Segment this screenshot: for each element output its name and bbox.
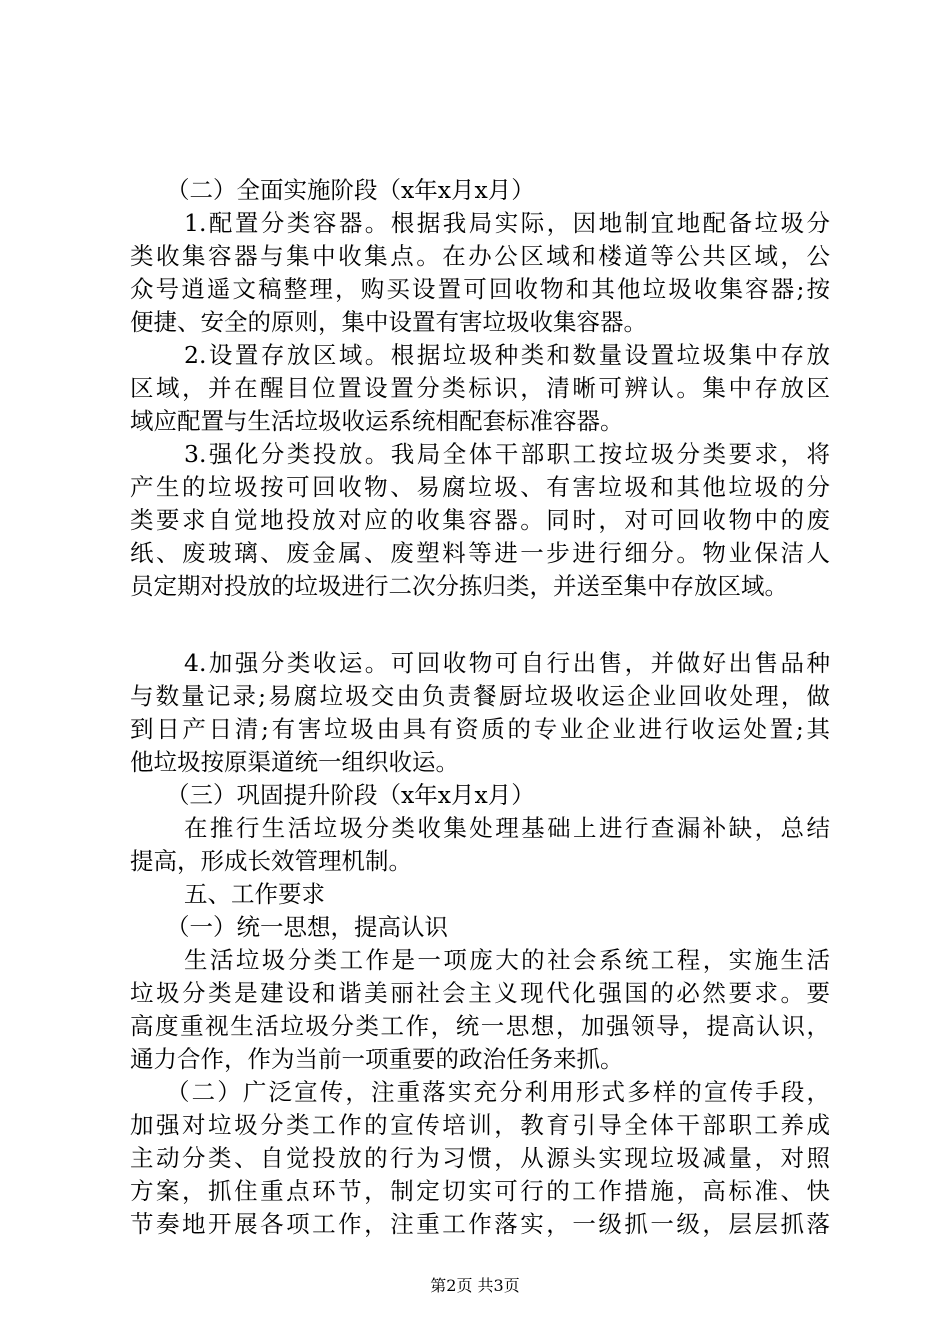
paragraph-line: 生活垃圾分类工作是一项庞大的社会系统工程，实施生活 <box>184 946 830 974</box>
section-heading: 五、工作要求 <box>184 880 325 908</box>
paragraph-line: 节奏地开展各项工作，注重工作落实，一级抓一级，层层抓落 <box>130 1210 830 1238</box>
paragraph-line: 员定期对投放的垃圾进行二次分拣归类，并送至集中存放区域。 <box>130 572 788 600</box>
paragraph-line: 到日产日清;有害垃圾由具有资质的专业企业进行收运处置;其 <box>130 715 830 743</box>
paragraph-line: 与数量记录;易腐垃圾交由负责餐厨垃圾收运企业回收处理，做 <box>130 682 830 710</box>
section-heading: （三）巩固提升阶段（x年x月x月） <box>166 781 535 809</box>
document-body <box>130 174 830 1241</box>
paragraph-line: 域应配置与生活垃圾收运系统相配套标准容器。 <box>130 407 624 435</box>
paragraph-line: 他垃圾按原渠道统一组织收运。 <box>130 748 459 776</box>
section-heading: （二）全面实施阶段（x年x月x月） <box>166 176 535 204</box>
paragraph-line: 高度重视生活垃圾分类工作，统一思想，加强领导，提高认识， <box>130 1012 830 1040</box>
paragraph-line: 便捷、安全的原则，集中设置有害垃圾收集容器。 <box>130 308 647 336</box>
paragraph-line: （二）广泛宣传，注重落实充分利用形式多样的宣传手段， <box>166 1078 830 1106</box>
paragraph-line: 类要求自觉地投放对应的收集容器。同时，对可回收物中的废 <box>130 506 830 534</box>
paragraph-line: 主动分类、自觉投放的行为习惯，从源头实现垃圾减量，对照 <box>130 1144 830 1172</box>
paragraph-line: 区域，并在醒目位置设置分类标识，清晰可辨认。集中存放区 <box>130 374 830 402</box>
page-number-footer: 第2页 共3页 <box>430 1276 520 1295</box>
paragraph-line: 众号逍遥文稿整理，购买设置可回收物和其他垃圾收集容器;按 <box>130 275 830 303</box>
paragraph-line: 类收集容器与集中收集点。在办公区域和楼道等公共区域，公 <box>130 242 830 270</box>
section-heading: （一）统一思想，提高认识 <box>166 913 448 941</box>
paragraph-line: 纸、废玻璃、废金属、废塑料等进一步进行细分。物业保洁人 <box>130 539 830 567</box>
paragraph-line: 通力合作，作为当前一项重要的政治任务来抓。 <box>130 1045 624 1073</box>
paragraph-line: 4.加强分类收运。可回收物可自行出售，并做好出售品种 <box>184 649 830 677</box>
paragraph-line: 提高，形成长效管理机制。 <box>130 847 412 875</box>
paragraph-line: 产生的垃圾按可回收物、易腐垃圾、有害垃圾和其他垃圾的分 <box>130 473 830 501</box>
paragraph-line: 垃圾分类是建设和谐美丽社会主义现代化强国的必然要求。要 <box>130 979 830 1007</box>
paragraph-gap <box>130 603 830 647</box>
paragraph-line: 加强对垃圾分类工作的宣传培训，教育引导全体干部职工养成 <box>130 1111 830 1139</box>
paragraph-line: 2.设置存放区域。根据垃圾种类和数量设置垃圾集中存放 <box>184 341 830 369</box>
paragraph-line: 在推行生活垃圾分类收集处理基础上进行查漏补缺，总结 <box>184 814 830 842</box>
paragraph-line: 3.强化分类投放。我局全体干部职工按垃圾分类要求，将 <box>184 440 830 468</box>
paragraph-line: 1.配置分类容器。根据我局实际，因地制宜地配备垃圾分 <box>184 209 830 237</box>
paragraph-line: 方案，抓住重点环节，制定切实可行的工作措施，高标准、快 <box>130 1177 830 1205</box>
